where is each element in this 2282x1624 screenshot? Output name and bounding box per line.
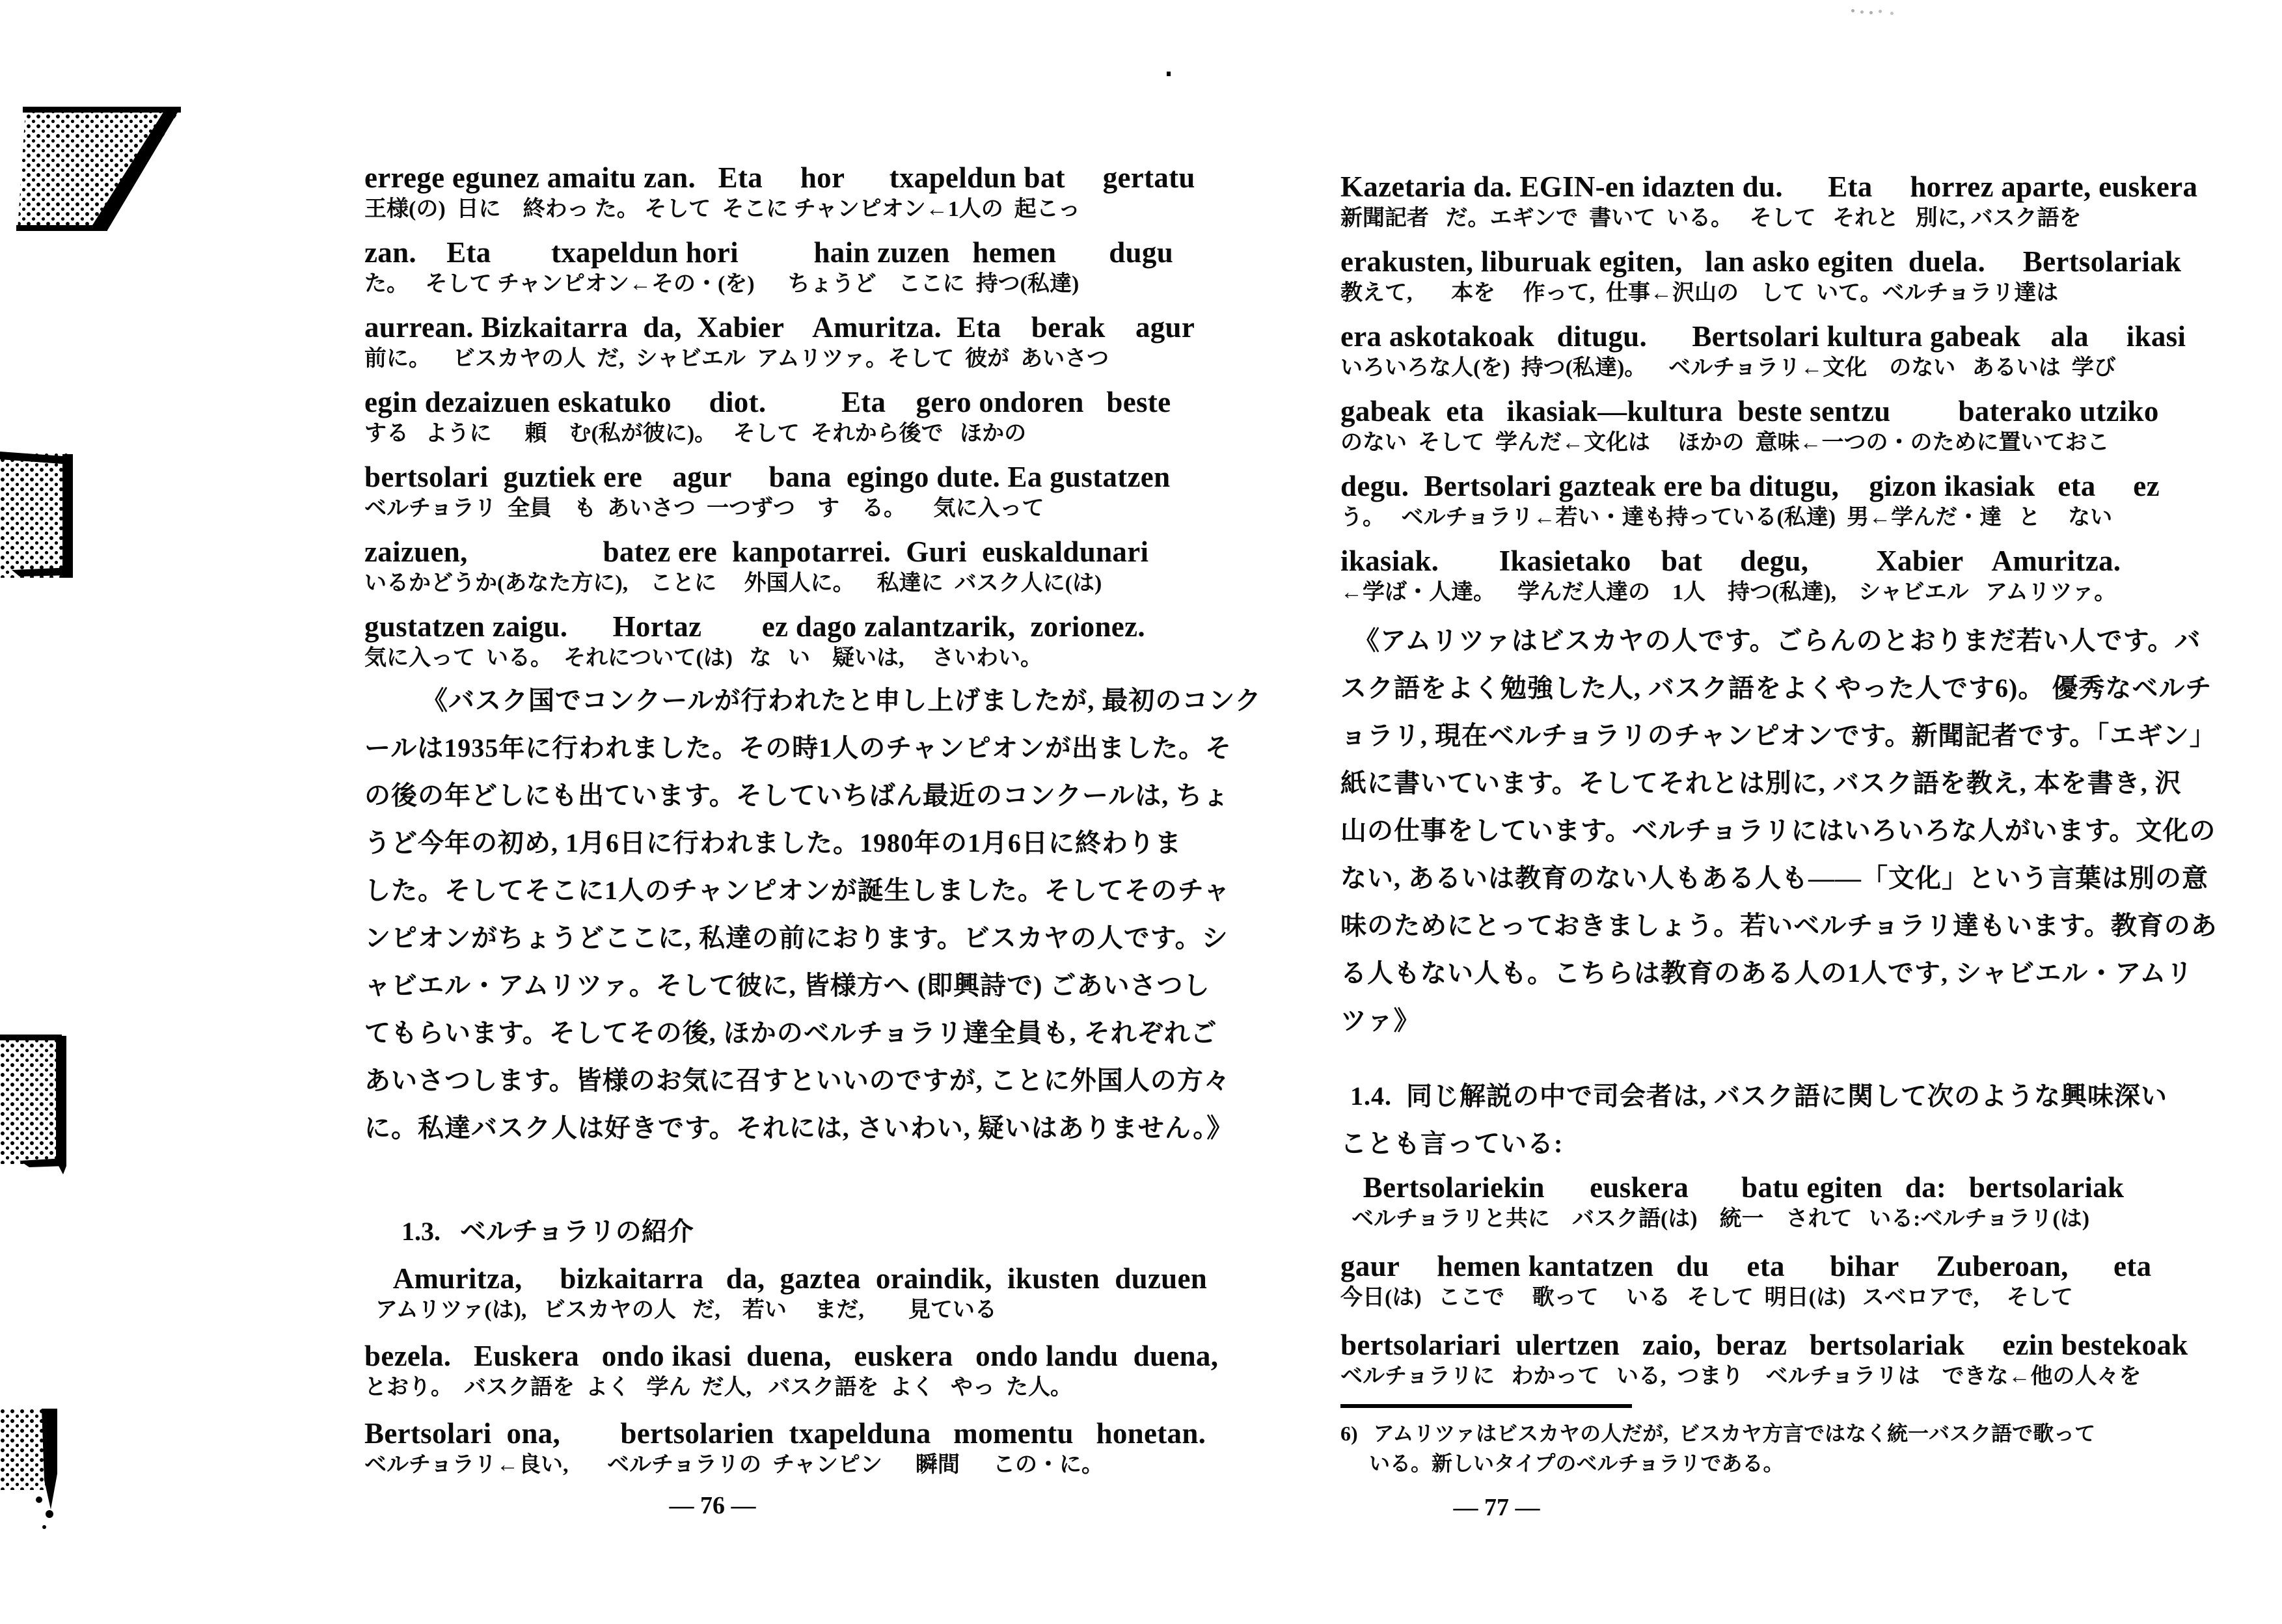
paragraph-line: ない, あるいは教育のない人もある人も——「文化」という言葉は別の意 <box>1340 863 2208 893</box>
gloss-line: とおり。 バスク語を よく 学ん だ人, バスク語を よく やっ た人。 <box>364 1375 1072 1400</box>
paragraph-line: に。私達バスク人は好きです。それには, さいわい, 疑いはありません。》 <box>364 1113 1234 1143</box>
basque-line: gustatzen zaigu. Hortaz ez dago zalantzarik, zorionez. <box>364 610 1145 643</box>
gloss-line: 教えて, 本を 作って, 仕事←沢山の して いて。ベルチョラリ達は <box>1340 281 2059 305</box>
section-heading-line: ことも言っている: <box>1340 1129 1564 1158</box>
gloss-line: ベルチョラリと共に バスク語(は) 統一 されて いる:ベルチョラリ(は) <box>1340 1207 2090 1231</box>
interlinear-pair <box>1340 545 2197 608</box>
gloss-line: 王様(の) 日に 終わっ た。 そして そこに チャンピオン←1人の 起こっ <box>364 197 1081 221</box>
basque-line: Bertsolariekin euskera batu egiten da: bertsolariak <box>1340 1171 2125 1204</box>
interlinear-pair <box>1340 245 2197 308</box>
basque-line: zan. Eta txapeldun hori hain zuzen hemen dugu <box>364 236 1174 269</box>
paragraph-line: 味のためにとっておきましょう。若いベルチョラリ達もいます。教育のあ <box>1340 911 2218 940</box>
paragraph-line: ツァ》 <box>1340 1006 1420 1035</box>
interlinear-pair <box>364 535 1195 599</box>
gloss-line: 今日(は) ここで 歌って いる そして 明日(は) スベロアで, そして <box>1340 1286 2073 1310</box>
paragraph-line: ャビエル・アムリツァ。そして彼に, 皆様方へ (即興詩で) ごあいさつし <box>364 971 1210 1000</box>
gloss-line: アムリツァ(は), ビスカヤの人 だ, 若い まだ, 見ている <box>364 1298 997 1322</box>
interlinear-pair <box>1340 1171 2188 1234</box>
scan-artifact-mid-left-2 <box>0 1033 73 1175</box>
scan-artifact-bottom-left <box>0 1409 65 1539</box>
section-heading-1-3: 1.3. ベルチョラリの紹介 <box>401 1217 694 1246</box>
interlinear-block-1 <box>1340 170 2197 619</box>
basque-line: zaizuen, batez ere kanpotarrei. Guri euskaldunari <box>364 535 1149 568</box>
basque-line: bezela. Euskera ondo ikasi duena, euskera ondo landu duena, <box>364 1340 1219 1372</box>
paragraph-line: 《アムリツァはビスカヤの人です。ごらんのとおりまだ若い人です。バ <box>1353 626 2201 655</box>
gloss-line: 前に。 ビスカヤの人 だ, シャビエル アムリツァ。そして 彼が あいさつ <box>364 347 1109 371</box>
gloss-line: いるかどうか(あなた方に), ことに 外国人に。 私達に バスク人に(は) <box>364 571 1102 595</box>
paragraph-line: ールは1935年に行われました。その時1人のチャンピオンが出ました。そ <box>364 733 1232 763</box>
scan-artifact-top-left <box>16 104 187 234</box>
interlinear-pair <box>1340 470 2197 533</box>
paragraph-line: あいさつします。皆様のお気に召すといいのですが, ことに外国人の方々 <box>364 1066 1230 1095</box>
paragraph-line: 山の仕事をしています。ベルチョラリにはいろいろな人がいます。文化の <box>1340 816 2216 845</box>
scan-artifact-mid-left-1 <box>0 448 78 584</box>
interlinear-pair <box>364 1340 1218 1403</box>
paragraph-line: 紙に書いています。そしてそれとは別に, バスク語を教え, 本を書き, 沢 <box>1340 768 2182 798</box>
footnote-line: いる。新しいタイプのベルチョラリである。 <box>1369 1452 1784 1475</box>
gloss-line: のない そして 学んだ←文化は ほかの 意味←一つの・のために置いておこ <box>1340 431 2110 455</box>
interlinear-block-2 <box>1340 1171 2188 1407</box>
interlinear-pair <box>364 1262 1218 1325</box>
interlinear-block-2 <box>364 1262 1218 1495</box>
gloss-line: ベルチョラリ 全員 も あいさつ 一つずつ す る。 気に入って <box>364 496 1044 521</box>
gloss-line: 新聞記者 だ。エギンで 書いて いる。 そして それと 別に, バスク語を <box>1340 206 2082 230</box>
basque-line: errege egunez amaitu zan. Eta hor txapeldun bat gertatu <box>364 161 1195 194</box>
interlinear-pair <box>364 236 1195 299</box>
gloss-line: た。 そして チャンピオン←その・(を) ちょうど ここに 持つ(私達) <box>364 272 1080 296</box>
basque-line: gaur hemen kantatzen du eta bihar Zuberoan, eta <box>1340 1250 2152 1282</box>
gloss-line: する ように 頼 む(私が彼に)。 そして それから後で ほかの <box>364 422 1027 446</box>
interlinear-pair <box>1340 170 2197 234</box>
japanese-paragraph <box>1340 617 2218 1044</box>
interlinear-pair <box>364 386 1195 449</box>
gloss-line: ベルチョラリに わかって いる, つまり ベルチョラリは できな←他の人々を <box>1340 1364 2141 1388</box>
gloss-line: 気に入って いる。 それについて(は) な い 疑いは, さいわい。 <box>364 646 1042 670</box>
interlinear-pair <box>364 461 1195 524</box>
paragraph-line: 《バスク国でコンクールが行われたと申し上げましたが, 最初のコンク <box>422 686 1262 715</box>
section-heading-line: 1.4. 同じ解説の中で司会者は, バスク語に関して次のような興味深い <box>1350 1081 2167 1111</box>
gloss-line: ベルチョラリ←良い, ベルチョラリの チャンピン 瞬間 この・に。 <box>364 1453 1104 1477</box>
footnote-line: 6) アムリツァはビスカヤの人だが, ビスカヤ方言ではなく統一バスク語で歌って <box>1340 1422 2096 1445</box>
paragraph-line: うど今年の初め, 1月6日に行われました。1980年の1月6日に終わりま <box>364 828 1182 858</box>
paragraph-line: した。そしてそこに1人のチャンピオンが誕生しました。そしてそのチャ <box>364 876 1230 905</box>
interlinear-pair <box>1340 1329 2188 1392</box>
basque-line: bertsolari guztiek ere agur bana egingo dute. Ea gustatzen <box>364 461 1171 493</box>
paragraph-line: ンピオンがちょうどここに, 私達の前におります。ビスカヤの人です。シ <box>364 923 1229 953</box>
footnote-rule <box>1340 1404 1632 1408</box>
page-number: — 76 — <box>669 1492 756 1519</box>
gloss-line: う。 ベルチョラリ←若い・達も持っている(私達) 男←学んだ・達 と ない <box>1340 506 2113 530</box>
basque-line: egin dezaizuen eskatuko diot. Eta gero ondoren beste <box>364 386 1171 418</box>
paragraph-line: る人もない人も。こちらは教育のある人の1人です, シャビエル・アムリ <box>1340 958 2194 988</box>
interlinear-pair <box>364 610 1195 673</box>
footnote <box>1340 1404 2095 1478</box>
basque-line: Amuritza, bizkaitarra da, gaztea oraindik, ikusten duzuen <box>364 1262 1208 1295</box>
basque-line: Kazetaria da. EGIN-en idazten du. Eta horrez aparte, euskera <box>1340 170 2198 203</box>
gloss-line: ←学ば・人達。 学んだ人達の 1人 持つ(私達), シャビエル アムリツァ。 <box>1340 580 2117 604</box>
interlinear-pair <box>1340 395 2197 458</box>
section-heading-1-4 <box>1340 1072 2167 1167</box>
interlinear-pair <box>1340 320 2197 383</box>
paragraph-line: の後の年どしにも出ています。そしていちばん最近のコンクールは, ちょ <box>364 781 1230 810</box>
interlinear-pair <box>364 1417 1218 1480</box>
paragraph-line: ョラリ, 現在ベルチョラリのチャンピオンです。新聞記者です。「エギン」 <box>1340 721 2216 750</box>
japanese-paragraph <box>364 677 1262 1152</box>
basque-line: degu. Bertsolari gazteak ere ba ditugu, gizon ikasiak eta ez <box>1340 470 2160 502</box>
page-number: — 77 — <box>1453 1494 1540 1521</box>
interlinear-block-1 <box>364 161 1195 685</box>
basque-line: Bertsolari ona, bertsolarien txapelduna momentu honetan. <box>364 1417 1206 1450</box>
interlinear-pair <box>364 311 1195 374</box>
basque-line: bertsolariari ulertzen zaio, beraz bertsolariak ezin bestekoak <box>1340 1329 2188 1361</box>
gloss-line: いろいろな人(を) 持つ(私達)。 ベルチョラリ←文化 のない あるいは 学び <box>1340 356 2116 380</box>
page-76-column <box>364 0 1262 1624</box>
interlinear-pair <box>1340 1250 2188 1313</box>
interlinear-pair <box>364 161 1195 224</box>
basque-line: era askotakoak ditugu. Bertsolari kultura gabeak ala ikasi <box>1340 320 2186 353</box>
paragraph-line: スク語をよく勉強した人, バスク語をよくやった人です6)。 優秀なベルチ <box>1340 673 2212 703</box>
basque-line: ikasiak. Ikasietako bat degu, Xabier Amuritza. <box>1340 545 2121 577</box>
page-77-column <box>1340 0 2225 1624</box>
basque-line: gabeak eta ikasiak—kultura beste sentzu baterako utziko <box>1340 395 2159 427</box>
basque-line: erakusten, liburuak egiten, lan asko egiten duela. Bertsolariak <box>1340 245 2182 278</box>
basque-line: aurrean. Bizkaitarra da, Xabier Amuritza. Eta berak agur <box>364 311 1195 344</box>
paragraph-line: てもらいます。そしてその後, ほかのベルチョラリ達全員も, それぞれご <box>364 1018 1217 1048</box>
